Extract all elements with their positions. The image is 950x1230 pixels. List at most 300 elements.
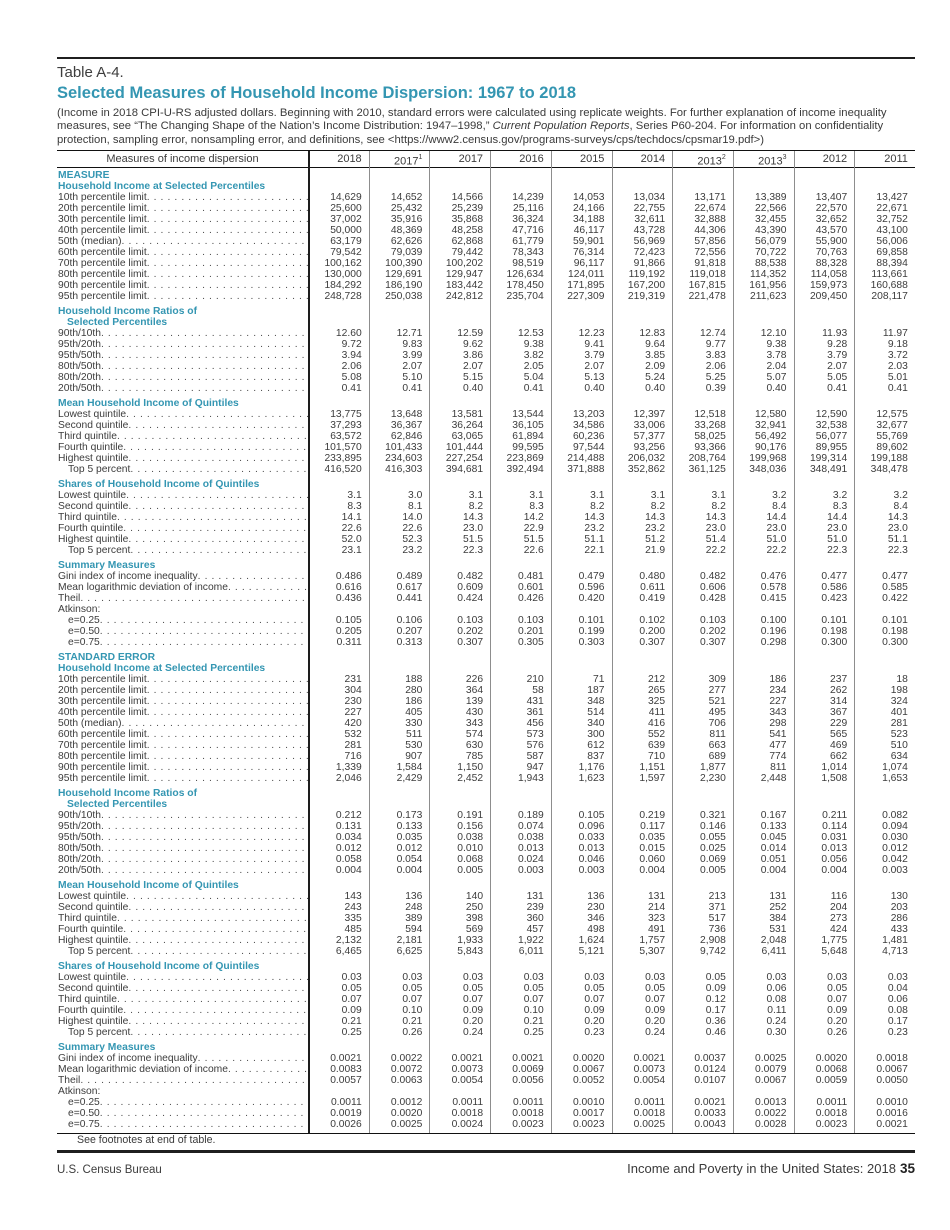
cell-value: 1,922 xyxy=(517,935,544,946)
cell-value: 0.0052 xyxy=(572,1075,605,1086)
cell-value: 371,888 xyxy=(567,464,605,475)
cell-value: 72,423 xyxy=(633,247,666,258)
cell-value: 227,254 xyxy=(445,453,484,464)
cell-value: 0.0020 xyxy=(572,1053,605,1064)
leader-dots xyxy=(126,409,308,420)
row-label-text: Highest quintile xyxy=(58,1016,129,1027)
cell-value: 3.1 xyxy=(529,490,544,501)
cell-value: 0.131 xyxy=(335,821,362,832)
cell-value: 2.07 xyxy=(827,361,848,372)
row-label xyxy=(57,280,308,291)
cell-value: 0.25 xyxy=(341,1027,362,1038)
cell-value: 343 xyxy=(769,707,787,718)
cell-value: 9.28 xyxy=(827,339,848,350)
table-row xyxy=(57,1108,915,1119)
leader-dots xyxy=(130,545,308,556)
cell-value: 498 xyxy=(587,924,605,935)
row-label-text: Highest quintile xyxy=(58,453,129,464)
cell-value: 88,328 xyxy=(815,258,848,269)
row-label-text: 60th percentile limit xyxy=(58,729,147,740)
cell-value: 5,307 xyxy=(639,946,666,957)
table-row xyxy=(57,1016,915,1027)
cell-value: 76,314 xyxy=(572,247,605,258)
cell-value: 167,200 xyxy=(627,280,666,291)
row-label-text: Theil xyxy=(58,593,81,604)
cell-value: 0.173 xyxy=(396,810,423,821)
cell-value: 36,367 xyxy=(390,420,423,431)
cell-value: 0.11 xyxy=(767,1005,787,1016)
cell-value: 0.035 xyxy=(639,832,666,843)
cell-value: 0.0021 xyxy=(512,1053,544,1064)
cell-value: 384 xyxy=(769,913,787,924)
cell-value: 58,025 xyxy=(694,431,726,442)
leader-dots xyxy=(100,1119,308,1130)
cell-value: 0.025 xyxy=(700,843,726,854)
cell-value: 3.82 xyxy=(523,350,544,361)
leader-dots xyxy=(117,994,308,1005)
row-label-text: 80th/20th xyxy=(58,372,101,383)
leader-dots xyxy=(100,1097,308,1108)
cell-value: 24,166 xyxy=(572,203,605,214)
table-row xyxy=(57,269,915,280)
leader-dots xyxy=(123,1005,308,1016)
cell-value: 530 xyxy=(405,740,423,751)
cell-value: 22.2 xyxy=(766,545,787,556)
section-heading: Household Income at Selected Percentiles xyxy=(58,663,266,674)
row-label-text: Third quintile xyxy=(58,512,117,523)
row-label xyxy=(57,854,308,865)
cell-value: 5.13 xyxy=(584,372,605,383)
cell-value: 13,775 xyxy=(330,409,362,420)
row-label-text: Fourth quintile xyxy=(58,924,124,935)
cell-value: 248,728 xyxy=(324,291,362,302)
cell-value: 5.15 xyxy=(463,372,484,383)
row-label-text: Lowest quintile xyxy=(58,891,127,902)
cell-value: 0.0083 xyxy=(330,1064,362,1075)
cell-value: 0.05 xyxy=(827,983,848,994)
cell-value: 96,117 xyxy=(573,258,605,269)
cell-value: 22,755 xyxy=(633,203,666,214)
row-label xyxy=(57,615,308,626)
cell-value: 5.24 xyxy=(645,372,666,383)
cell-value: 2.06 xyxy=(341,361,362,372)
cell-value: 0.422 xyxy=(882,593,908,604)
cell-value: 6,625 xyxy=(396,946,423,957)
cell-value: 0.207 xyxy=(396,626,423,637)
table-label: Table A-4. xyxy=(57,64,124,81)
leader-dots xyxy=(101,328,308,339)
cell-value: 0.003 xyxy=(578,865,605,876)
cell-value: 178,450 xyxy=(506,280,544,291)
table-section xyxy=(57,479,915,556)
cell-value: 22.9 xyxy=(523,523,544,534)
cell-value: 0.0024 xyxy=(451,1119,484,1130)
cell-value: 2,181 xyxy=(396,935,423,946)
table-row xyxy=(57,810,915,821)
cell-value: 0.031 xyxy=(821,832,848,843)
leader-dots xyxy=(147,740,308,751)
cell-value: 0.0056 xyxy=(512,1075,544,1086)
row-label-text: 90th/10th xyxy=(58,328,101,339)
cell-value: 0.321 xyxy=(700,810,726,821)
cell-value: 114,352 xyxy=(750,269,787,280)
cell-value: 416 xyxy=(647,718,666,729)
table-section xyxy=(57,788,915,876)
cell-value xyxy=(308,1086,369,1097)
row-label-text: 95th percentile limit xyxy=(58,291,147,302)
cell-value: 25,600 xyxy=(330,203,362,214)
cell-value: 0.0028 xyxy=(755,1119,787,1130)
cell-value: 50,000 xyxy=(330,225,362,236)
cell-value: 131 xyxy=(526,891,544,902)
cell-value: 101,433 xyxy=(385,442,423,453)
row-label-text: Top 5 percent xyxy=(68,545,131,556)
row-label xyxy=(57,571,308,582)
cell-value: 0.0033 xyxy=(694,1108,726,1119)
cell-value: 0.617 xyxy=(396,582,423,593)
cell-value: 119,018 xyxy=(689,269,726,280)
row-label-text: Top 5 percent xyxy=(68,464,131,475)
cell-value: 286 xyxy=(890,913,908,924)
cell-value: 0.0107 xyxy=(694,1075,726,1086)
cell-value: 634 xyxy=(890,751,908,762)
table-row xyxy=(57,935,915,946)
cell-value: 0.103 xyxy=(457,615,484,626)
row-label-text: Lowest quintile xyxy=(58,490,127,501)
cell-value: 12.74 xyxy=(700,328,726,339)
leader-dots xyxy=(101,361,308,372)
cell-value: 124,011 xyxy=(567,269,605,280)
table-row xyxy=(57,729,915,740)
row-label-text: e=0.25 xyxy=(68,1097,100,1108)
cell-value xyxy=(794,1086,855,1097)
cell-value: 13,407 xyxy=(815,192,848,203)
cell-value: 392,494 xyxy=(506,464,544,475)
cell-value: 51.5 xyxy=(523,534,544,545)
cell-value: 22.2 xyxy=(705,545,726,556)
section-heading: MEASURE xyxy=(58,170,110,181)
cell-value: 51.1 xyxy=(584,534,605,545)
cell-value: 947 xyxy=(526,762,544,773)
table-row xyxy=(57,946,915,957)
cell-value: 14,566 xyxy=(451,192,484,203)
cell-value: 116 xyxy=(830,891,848,902)
cell-value: 13,427 xyxy=(876,192,908,203)
cell-value: 13,544 xyxy=(512,409,544,420)
cell-value: 199,188 xyxy=(870,453,908,464)
cell-value: 9.62 xyxy=(463,339,484,350)
cell-value: 491 xyxy=(647,924,666,935)
table-row xyxy=(57,339,915,350)
intro-text: (Income in 2018 CPI-U-RS adjusted dollars. Beginning with 2010, standard errors were calculated using replicate weights. For further explanation of income inequality measures, see “The Changing Shape of the Nation’s Income Distribution: 1947–1998,” xyxy=(57,107,887,133)
cell-value: 0.198 xyxy=(821,626,848,637)
cell-value: 0.202 xyxy=(700,626,726,637)
cell-value: 0.0026 xyxy=(330,1119,362,1130)
cell-value: 0.200 xyxy=(639,626,666,637)
table-row xyxy=(57,637,915,648)
row-label xyxy=(57,946,308,957)
leader-dots xyxy=(117,431,308,442)
cell-value: 0.04 xyxy=(887,983,908,994)
cell-value: 0.26 xyxy=(402,1027,423,1038)
cell-value: 0.056 xyxy=(821,854,848,865)
cell-value: 43,390 xyxy=(755,225,787,236)
table-row xyxy=(57,762,915,773)
row-label-text: 40th percentile limit xyxy=(58,707,147,718)
leader-dots xyxy=(101,832,308,843)
cell-value: 23.0 xyxy=(705,523,726,534)
row-label-text: 10th percentile limit xyxy=(58,192,147,203)
cell-value: 0.0057 xyxy=(330,1075,362,1086)
cell-value: 0.082 xyxy=(882,810,908,821)
cell-value: 0.313 xyxy=(396,637,423,648)
cell-value: 91,866 xyxy=(633,258,666,269)
cell-value: 114,058 xyxy=(810,269,848,280)
row-label-text: Fourth quintile xyxy=(58,442,124,453)
cell-value: 0.23 xyxy=(584,1027,605,1038)
cell-value: 514 xyxy=(587,707,605,718)
leader-dots xyxy=(128,453,308,464)
cell-value: 56,006 xyxy=(876,236,908,247)
cell-value: 223,869 xyxy=(506,453,544,464)
cell-value: 0.0021 xyxy=(451,1053,484,1064)
intro-paragraph xyxy=(57,107,915,147)
cell-value: 420 xyxy=(344,718,362,729)
cell-value: 1,339 xyxy=(335,762,362,773)
row-label-text: Atkinson: xyxy=(58,604,101,615)
row-label-text: Atkinson: xyxy=(58,1086,101,1097)
row-label xyxy=(57,464,308,475)
row-label xyxy=(57,339,308,350)
cell-value: 0.0124 xyxy=(694,1064,726,1075)
cell-value: 0.05 xyxy=(705,972,726,983)
cell-value: 3.79 xyxy=(827,350,848,361)
cell-value: 0.030 xyxy=(882,832,908,843)
cell-value xyxy=(369,1086,430,1097)
row-label-text: 20th percentile limit xyxy=(58,685,147,696)
cell-value: 348 xyxy=(587,696,605,707)
cell-value: 12.59 xyxy=(457,328,484,339)
cell-value: 0.10 xyxy=(402,1005,423,1016)
column-header-year: 2011 xyxy=(884,153,908,165)
leader-dots xyxy=(130,1027,308,1038)
cell-value: 14.4 xyxy=(827,512,848,523)
cell-value: 126,634 xyxy=(506,269,544,280)
cell-value: 364 xyxy=(465,685,484,696)
cell-value: 90,176 xyxy=(755,442,787,453)
cell-value: 3.2 xyxy=(893,490,908,501)
cell-value: 22.3 xyxy=(887,545,908,556)
cell-value: 324 xyxy=(890,696,908,707)
cell-value: 0.0021 xyxy=(330,1053,362,1064)
table-row xyxy=(57,361,915,372)
cell-value: 371 xyxy=(708,902,726,913)
cell-value: 32,941 xyxy=(755,420,787,431)
cell-value: 300 xyxy=(587,729,605,740)
cell-value: 55,769 xyxy=(876,431,908,442)
row-label-text: 95th/20th xyxy=(58,339,101,350)
table-section xyxy=(57,961,915,1038)
cell-value: 0.005 xyxy=(700,865,726,876)
cell-value: 1,624 xyxy=(578,935,605,946)
cell-value: 280 xyxy=(405,685,423,696)
cell-value: 0.40 xyxy=(766,383,787,394)
cell-value: 0.100 xyxy=(760,615,787,626)
cell-value: 0.010 xyxy=(457,843,484,854)
row-label-text: Second quintile xyxy=(58,902,129,913)
row-label-text: Gini index of income inequality xyxy=(58,571,198,582)
row-label xyxy=(57,762,308,773)
cell-value: 0.07 xyxy=(463,994,484,1005)
cell-value: 221,478 xyxy=(688,291,726,302)
cell-value: 62,626 xyxy=(390,236,423,247)
cell-value: 72,556 xyxy=(694,247,726,258)
cell-value: 0.0011 xyxy=(816,1097,848,1108)
cell-value: 11.93 xyxy=(822,328,848,339)
cell-value: 14.2 xyxy=(523,512,544,523)
row-label xyxy=(57,626,308,637)
cell-value: 5.01 xyxy=(887,372,908,383)
table-row xyxy=(57,464,915,475)
cell-value: 0.311 xyxy=(336,637,362,648)
cell-value: 0.0011 xyxy=(330,1097,362,1108)
cell-value: 97,544 xyxy=(572,442,605,453)
cell-value: 811 xyxy=(709,729,726,740)
cell-value: 51.1 xyxy=(887,534,908,545)
cell-value: 907 xyxy=(405,751,423,762)
cell-value: 248 xyxy=(405,902,423,913)
row-label xyxy=(57,810,308,821)
cell-value: 12,590 xyxy=(815,409,848,420)
cell-value: 0.212 xyxy=(335,810,362,821)
cell-value: 226 xyxy=(465,674,484,685)
cell-value: 14.3 xyxy=(584,512,605,523)
cell-value: 0.479 xyxy=(578,571,605,582)
cell-value: 208,764 xyxy=(688,453,726,464)
row-label-text: 95th/20th xyxy=(58,821,101,832)
cell-value: 0.074 xyxy=(517,821,544,832)
cell-value: 214 xyxy=(647,902,666,913)
cell-value: 0.489 xyxy=(396,571,423,582)
cell-value: 0.0010 xyxy=(876,1097,908,1108)
cell-value: 0.0016 xyxy=(876,1108,908,1119)
leader-dots xyxy=(101,810,308,821)
cell-value: 785 xyxy=(465,751,484,762)
cell-value: 1,176 xyxy=(578,762,605,773)
cell-value: 0.101 xyxy=(821,615,848,626)
row-label xyxy=(57,707,308,718)
table-row xyxy=(57,983,915,994)
cell-value: 206,032 xyxy=(627,453,666,464)
cell-value: 416,520 xyxy=(324,464,362,475)
row-label-text: Highest quintile xyxy=(58,534,129,545)
cell-value: 0.03 xyxy=(887,972,908,983)
table-row xyxy=(57,453,915,464)
table-row xyxy=(57,696,915,707)
cell-value: 0.424 xyxy=(457,593,484,604)
cell-value: 209,450 xyxy=(809,291,848,302)
row-label xyxy=(57,534,308,545)
row-label xyxy=(57,372,308,383)
row-label xyxy=(57,832,308,843)
cell-value: 0.004 xyxy=(396,865,423,876)
row-label xyxy=(57,1119,308,1130)
row-label xyxy=(57,328,308,339)
row-label-text: Top 5 percent xyxy=(68,946,131,957)
cell-value: 2,048 xyxy=(760,935,787,946)
cell-value: 0.30 xyxy=(766,1027,787,1038)
leader-dots xyxy=(147,685,308,696)
cell-value: 3.72 xyxy=(887,350,908,361)
cell-value: 0.05 xyxy=(341,983,362,994)
cell-value: 0.068 xyxy=(457,854,484,865)
leader-dots xyxy=(128,902,308,913)
cell-value: 167,815 xyxy=(688,280,726,291)
cell-value xyxy=(369,604,430,615)
cell-value: 25,432 xyxy=(390,203,423,214)
cell-value: 0.0079 xyxy=(755,1064,787,1075)
cell-value: 2,046 xyxy=(335,773,362,784)
row-label-text: Mean logarithmic deviation of income xyxy=(58,582,228,593)
cell-value: 219,319 xyxy=(627,291,666,302)
row-label-text: 95th/50th xyxy=(58,350,101,361)
cell-value: 0.09 xyxy=(463,1005,484,1016)
row-label-text: e=0.25 xyxy=(68,615,100,626)
cell-value: 22.6 xyxy=(402,523,423,534)
cell-value: 0.0018 xyxy=(876,1053,908,1064)
cell-value: 0.004 xyxy=(639,865,666,876)
table-row xyxy=(57,534,915,545)
table-row xyxy=(57,832,915,843)
row-label-text: 95th/50th xyxy=(58,832,101,843)
cell-value: 250,038 xyxy=(385,291,423,302)
cell-value: 510 xyxy=(890,740,908,751)
section-heading: Household Income Ratios of xyxy=(58,306,198,317)
cell-value: 12.53 xyxy=(517,328,544,339)
cell-value: 70,763 xyxy=(815,247,848,258)
cell-value: 0.25 xyxy=(523,1027,544,1038)
cell-value: 0.23 xyxy=(887,1027,908,1038)
cell-value xyxy=(308,604,369,615)
leader-dots xyxy=(130,464,308,475)
section-heading: STANDARD ERROR xyxy=(58,652,156,663)
cell-value: 2,230 xyxy=(700,773,726,784)
footer-rule xyxy=(57,1150,915,1153)
cell-value: 0.601 xyxy=(517,582,544,593)
cell-value: 0.015 xyxy=(639,843,666,854)
cell-value: 0.10 xyxy=(523,1005,544,1016)
cell-value: 43,100 xyxy=(876,225,908,236)
cell-value: 8.2 xyxy=(650,501,666,512)
cell-value: 0.034 xyxy=(335,832,362,843)
cell-value: 1,775 xyxy=(821,935,848,946)
cell-value: 0.004 xyxy=(821,865,848,876)
cell-value: 0.609 xyxy=(457,582,484,593)
cell-value: 22,570 xyxy=(815,203,848,214)
cell-value: 48,258 xyxy=(451,225,484,236)
cell-value: 35,916 xyxy=(390,214,423,225)
column-header-year: 2017$^1$ xyxy=(393,154,423,168)
cell-value: 5,843 xyxy=(457,946,484,957)
cell-value: 0.03 xyxy=(523,972,544,983)
cell-value xyxy=(733,1086,794,1097)
cell-value: 0.03 xyxy=(766,972,787,983)
cell-value xyxy=(854,604,915,615)
cell-value: 34,188 xyxy=(572,214,605,225)
cell-value: 424 xyxy=(830,924,848,935)
cell-value: 25,239 xyxy=(451,203,484,214)
cell-value: 689 xyxy=(708,751,726,762)
